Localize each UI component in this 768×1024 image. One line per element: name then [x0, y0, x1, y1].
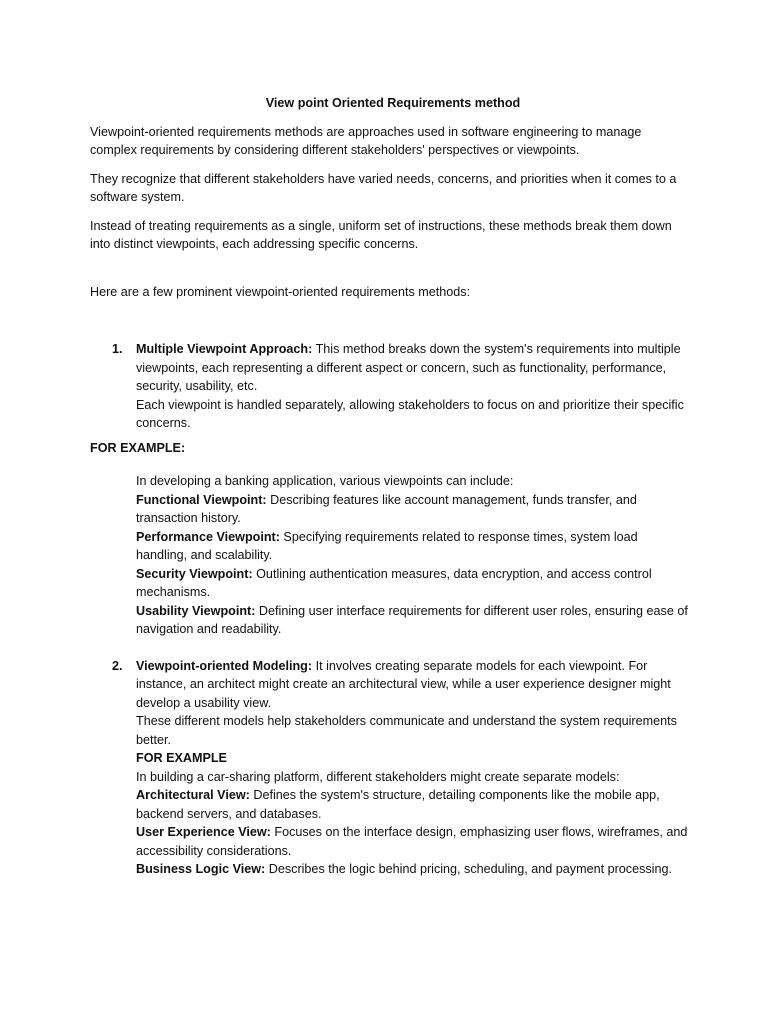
- intro-paragraph-2: They recognize that different stakeholders have varied needs, concerns, and priorities when it comes to a software system.: [90, 171, 677, 204]
- list-item-viewpoint-modeling: [90, 657, 690, 879]
- example-entry-architectural: [136, 786, 690, 823]
- list-number: 1.: [112, 342, 123, 356]
- example-desc: Defines the system's structure, detailing components like the mobile app, backend servers, and databases.: [136, 788, 660, 821]
- example-entry-security: [136, 565, 690, 602]
- example-intro: In developing a banking application, various viewpoints can include:: [136, 474, 514, 488]
- example-label: FOR EXAMPLE: [136, 751, 227, 765]
- example-desc: Specifying requirements related to response times, system load handling, and scalability.: [136, 529, 638, 562]
- example-intro: In building a car-sharing platform, different stakeholders might create separate models:: [136, 769, 620, 784]
- lead-paragraph: Here are a few prominent viewpoint-oriented requirements methods:: [90, 284, 471, 299]
- example-term: Business Logic View:: [136, 862, 266, 876]
- example-block-banking: [90, 472, 690, 639]
- example-term: Usability Viewpoint:: [136, 603, 256, 618]
- example-entry-user-experience: [136, 823, 690, 860]
- intro-paragraph-3: Instead of treating requirements as a single, uniform set of instructions, these methods break them down into distinct viewpoints, each addressing specific concerns.: [90, 218, 672, 251]
- example-desc: Defining user interface requirements for different user roles, ensuring ease of navigation and readability.: [136, 603, 688, 636]
- example-term: Performance Viewpoint:: [136, 529, 280, 544]
- item-text: This method breaks down the system's requirements into multiple viewpoints, each representing a different aspect or concern, such as functionality, performance, security, usability, etc.: [136, 342, 681, 393]
- intro-paragraph-1: Viewpoint-oriented requirements methods are approaches used in software engineering to manage complex requirements by considering different stakeholders' perspectives or viewpoints.: [90, 124, 642, 157]
- example-entry-business-logic: [136, 860, 690, 879]
- item-text-2: Each viewpoint is handled separately, allowing stakeholders to focus on and prioritize their specific concerns.: [136, 397, 684, 430]
- example-desc: Outlining authentication measures, data encryption, and access control mechanisms.: [136, 566, 652, 599]
- document-page: [90, 94, 690, 879]
- example-desc: Describing features like account management, funds transfer, and transaction history.: [136, 492, 637, 525]
- example-desc: Describes the logic behind pricing, scheduling, and payment processing.: [265, 862, 672, 876]
- example-entry-performance: [136, 528, 690, 565]
- item-heading: Multiple Viewpoint Approach:: [136, 342, 313, 356]
- example-term: Functional Viewpoint:: [136, 492, 267, 507]
- list-number: 2.: [112, 658, 123, 673]
- item-text-2: These different models help stakeholders communicate and understand the system requirements better.: [136, 714, 677, 747]
- example-entry-functional: [136, 491, 690, 528]
- example-desc: Focuses on the interface design, emphasizing user flows, wireframes, and accessibility considerations.: [136, 825, 688, 858]
- example-entry-usability: [136, 602, 690, 639]
- item-heading: Viewpoint-oriented Modeling:: [136, 658, 313, 673]
- document-title: View point Oriented Requirements method: [265, 96, 521, 110]
- example-term: Security Viewpoint:: [136, 566, 253, 581]
- example-label: FOR EXAMPLE:: [90, 440, 186, 455]
- item-text: It involves creating separate models for each viewpoint. For instance, an architect might create an architectural view, while a user experience designer might develop a usability view.: [136, 658, 671, 710]
- example-term: User Experience View:: [136, 825, 271, 839]
- example-term: Architectural View:: [136, 788, 250, 802]
- list-item-multiple-viewpoint: [90, 340, 690, 433]
